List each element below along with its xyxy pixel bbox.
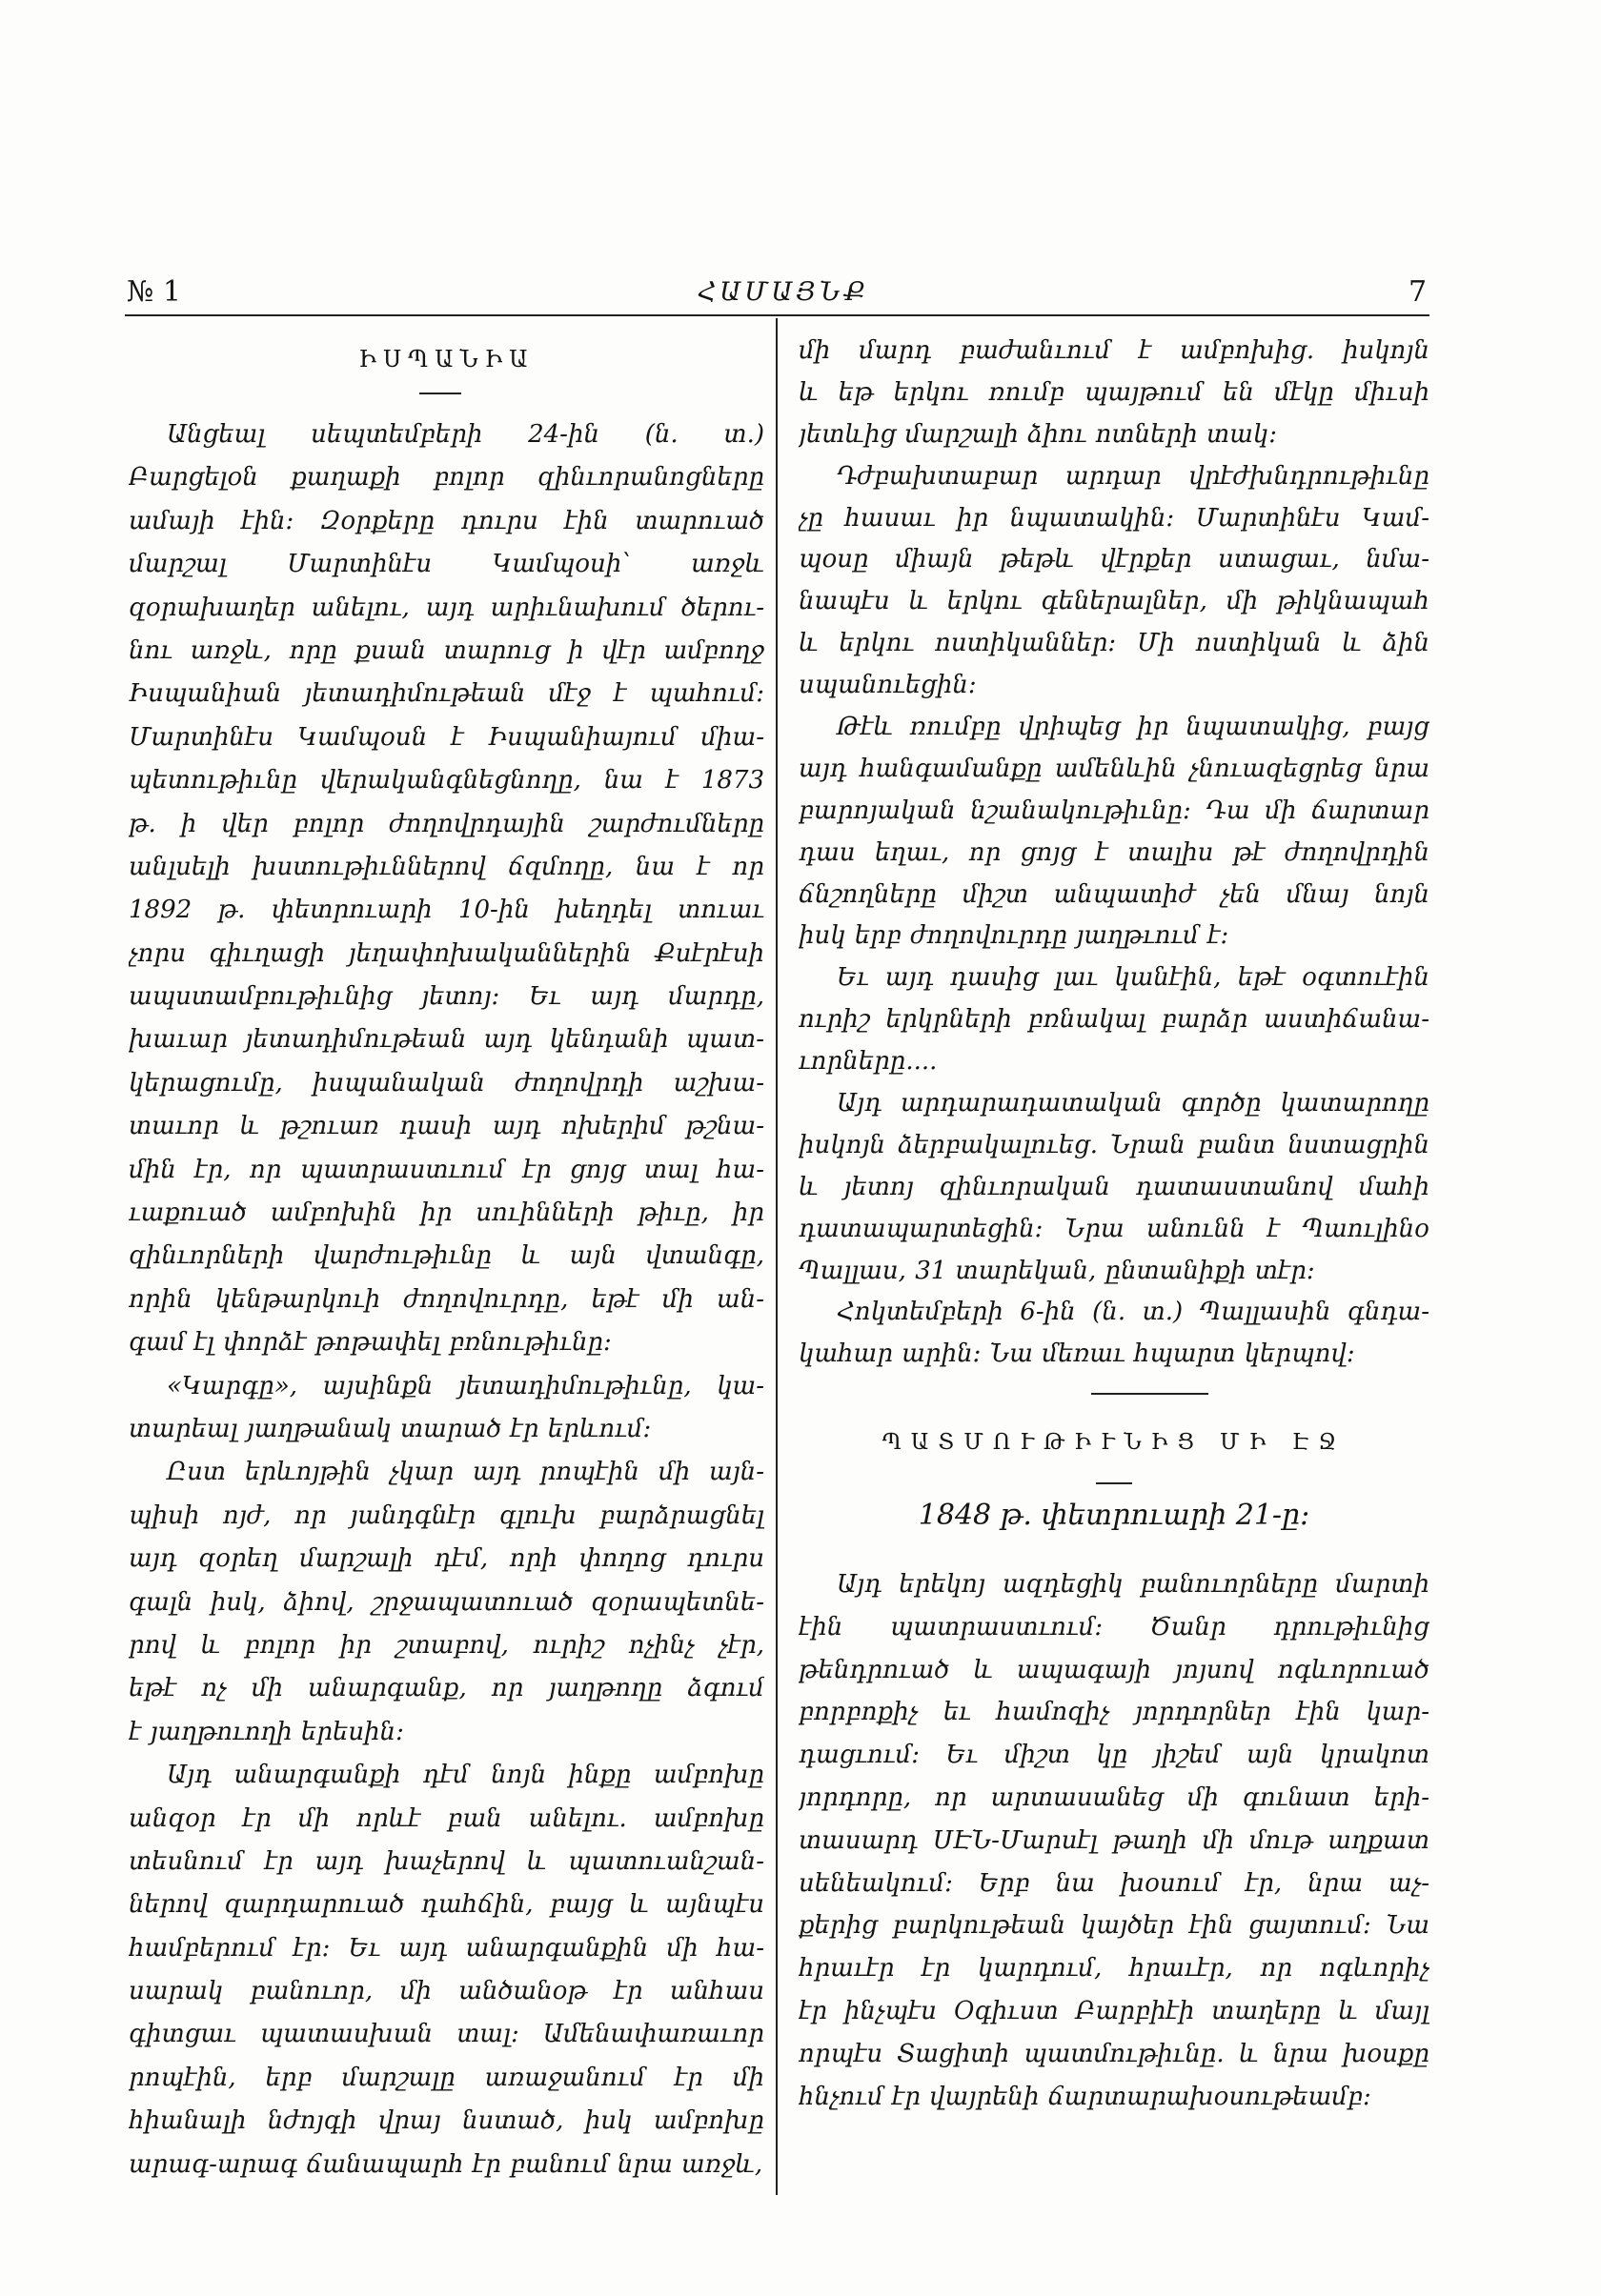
text-line: որին կենթարկուի ժողովուրդը, եթէ մի ան- bbox=[129, 1284, 764, 1314]
text-line: դաս եղաւ, որ ցոյց է տալիս թէ ժողովրդին bbox=[799, 837, 1429, 867]
text-line: Ըստ երևոյթին չկար այդ րոպէին մի այն- bbox=[167, 1458, 764, 1487]
text-line: անլսելի խստութիւններով ճզմողը, նա է որ bbox=[129, 852, 764, 881]
text-line: Հոկտեմբերի 6-ին (ն. տ.) Պալլասին գնդա- bbox=[837, 1298, 1429, 1327]
text-line: անզօր էր մի որևէ բան անելու. ամբոխը bbox=[129, 1803, 764, 1833]
paragraph bbox=[129, 413, 764, 1365]
text-line: պիսի ոյժ, որ յանդգնէր գլուխ բարձրացնել bbox=[129, 1500, 764, 1530]
text-line: համբերում էր: Եւ այդ անարգանքին մի հա- bbox=[129, 1933, 764, 1963]
text-line: տարեալ յաղթանակ տարած էր երևում: bbox=[129, 1414, 652, 1443]
text-line: հիանալի նժոյգի վրայ նստած, իսկ ամբոխը bbox=[129, 2106, 764, 2136]
text-line: յետևից մարշալի ձիու ոտների տակ: bbox=[799, 419, 1277, 449]
left-column bbox=[129, 413, 764, 2186]
paragraph bbox=[129, 1451, 764, 1754]
text-line: նապէս և երկու գեներալներ, մի թիկնապահ bbox=[799, 587, 1429, 616]
title-rule bbox=[1096, 1482, 1132, 1484]
text-line: զինւորների վարժութիւնը և այն վտանգը, bbox=[129, 1241, 764, 1271]
text-line: չորս գիւղացի յեղափոխականներին Քսէրէսի bbox=[129, 938, 764, 968]
paragraph bbox=[799, 1292, 1429, 1376]
text-line: չը հասաւ իր նպատակին: Մարտինէս Կամ- bbox=[799, 503, 1429, 533]
article-date: 1848 թ. փետրուարի 21-ը: bbox=[918, 1499, 1310, 1532]
text-line: րով և բոլոր իր շտաբով, ուրիշ ոչինչ չէր, bbox=[129, 1630, 764, 1660]
column-rule bbox=[776, 318, 778, 2195]
text-line: հրաւէր էր կարդում, հրաւէր, որ ոգևորիչ bbox=[799, 1954, 1429, 1984]
header-rule bbox=[125, 314, 1429, 316]
text-line: բորբոքիչ եւ համոզիչ յորդորներ էին կար- bbox=[799, 1698, 1429, 1727]
paragraph bbox=[799, 1563, 1429, 2118]
text-line: այդ հանգամանքը ամենևին չնուազեցրեց նրա bbox=[799, 754, 1429, 783]
text-line: կահար արին: Նա մեռաւ հպարտ կերպով: bbox=[799, 1339, 1355, 1369]
text-line: է յաղթուողի երեսին: bbox=[129, 1717, 404, 1746]
paragraph bbox=[799, 456, 1429, 707]
text-line: դացւում: Եւ միշտ կը յիշեմ այն կրակոտ bbox=[799, 1741, 1429, 1770]
text-line: ուրիշ երկրների բռնակալ բարձր աստիճանա- bbox=[799, 1005, 1429, 1035]
text-line: բարոյական նշանակութիւնը: Դա մի ճարտար bbox=[799, 796, 1429, 825]
text-line: քերից բարկութեան կայծեր էին ցայտում: Նա bbox=[799, 1911, 1429, 1941]
text-line: գամ էլ փորձէ թոթափել բռնութիւնը: bbox=[129, 1328, 612, 1358]
page-number: 7 bbox=[1408, 275, 1428, 309]
masthead-title: ՀԱՄԱՅՆՔ bbox=[697, 277, 870, 307]
text-line: Դժբախտաբար արդար վրէժխնդրութիւնը bbox=[837, 461, 1429, 491]
text-line: Այդ արդարադատական գործը կատարողը bbox=[837, 1089, 1429, 1118]
text-line: սարակ բանուոր, մի անծանօթ էր անհաս bbox=[129, 1977, 764, 2006]
text-line: ւաքուած ամբոխին իր սուինների թիւը, իր bbox=[129, 1198, 764, 1228]
text-line: մի մարդ բաժանւում է ամբոխից. իսկոյն bbox=[799, 336, 1429, 365]
text-line: Մարտինէս Կամպօսն է Իսպանիայում միա- bbox=[129, 722, 764, 752]
text-line: Եւ այդ դասից լաւ կանէին, եթէ օգտուէին bbox=[837, 963, 1429, 993]
text-line: կերացումը, իսպանական ժողովրդի աշխա- bbox=[129, 1068, 764, 1098]
article-title: ԻՍՊԱՆԻԱ bbox=[358, 346, 535, 373]
text-line: րոպէին, երբ մարշալը առաջանում էր մի bbox=[129, 2063, 764, 2092]
text-line: և յետոյ զինւորական դատաստանով մահի bbox=[799, 1172, 1429, 1201]
text-line: «Կարգը», այսինքն յետադիմութիւնը, կա- bbox=[167, 1371, 764, 1400]
text-line: Բարցելօն քաղաքի բոլոր զինւորանոցները bbox=[129, 463, 764, 493]
text-line: հնչում էր վայրենի ճարտարախօսութեամբ: bbox=[799, 2082, 1371, 2111]
text-line: տեսնում էր այդ խաչերով և պատուանշան- bbox=[129, 1846, 764, 1876]
article-title: ՊԱՏՄՈՒԹԻՒՆԻՑ ՄԻ ԷՋ bbox=[882, 1430, 1347, 1455]
text-line: արագ-արագ ճանապարհ էր բանում նրա առջև, bbox=[129, 2149, 763, 2179]
text-line: և երկու ոստիկաններ: Մի ոստիկան և ձին bbox=[799, 629, 1429, 658]
text-line: պետութիւնը վերականգնեցնողը, նա է 1873 bbox=[129, 766, 764, 796]
text-line: գալն իսկ, ձիով, շրջապատուած զօրապետնե- bbox=[129, 1587, 764, 1617]
text-line: պօսը միայն թեթև վէրքեր ստացաւ, նմա- bbox=[799, 545, 1429, 574]
text-line: Իսպանիան յետադիմութեան մէջ է պահում: bbox=[129, 679, 764, 709]
paragraph bbox=[799, 331, 1429, 456]
text-line: ամայի էին: Զօրքերը դուրս էին տարուած bbox=[129, 506, 764, 535]
text-line: եթէ ոչ մի անարգանք, որ յաղթողը ձգում bbox=[129, 1674, 764, 1703]
text-line: խաւար յետադիմութեան այդ կենդանի պատ- bbox=[129, 1025, 764, 1055]
text-line: իսկոյն ձերբակալուեց. Նրան բանտ նստացրին bbox=[799, 1130, 1429, 1159]
text-line: Այդ երեկոյ ազդեցիկ բանուորները մարտի bbox=[837, 1570, 1429, 1599]
text-line: տասարդ ՍԷՆ-Մարսէլ թաղի մի մութ աղքատ bbox=[799, 1825, 1429, 1855]
paragraph bbox=[799, 707, 1429, 957]
text-line: Թէև ռումբը վրիպեց իր նպատակից, բայց bbox=[837, 713, 1429, 742]
text-line: գիտցաւ պատասխան տալ: Ամենափառաւոր bbox=[129, 2020, 764, 2049]
paragraph bbox=[799, 1083, 1429, 1292]
right-column bbox=[799, 331, 1429, 1376]
text-line: թենդրուած և ապագայի յոյսով ոգևորուած bbox=[799, 1655, 1429, 1684]
text-line: նու առջև, որը քսան տարուց ի վէր ամբողջ bbox=[129, 635, 764, 665]
text-line: և եթ երկու ռումբ պայթում են մէկը միւսի bbox=[799, 377, 1429, 407]
paragraph bbox=[799, 957, 1429, 1083]
history-article-body bbox=[799, 1563, 1429, 2118]
text-line: թ. ի վեր բոլոր ժողովրդային շարժումները bbox=[129, 809, 764, 838]
text-line: էր ինչպէս Օգիւստ Բարբիէի տաղերը և մայլ bbox=[799, 1996, 1429, 2025]
text-line: Անցեալ սեպտեմբերի 24-ին (ն. տ.) bbox=[167, 420, 764, 449]
text-line: սենեակում: Երբ նա խօսում էր, նրա աչ- bbox=[799, 1868, 1429, 1898]
text-line: դատապարտեցին: Նրա անունն է Պաուլինօ bbox=[799, 1214, 1429, 1243]
text-line: մարշալ Մարտինէս Կամպօսի՝ առջև bbox=[129, 550, 764, 579]
text-line: ներով զարդարուած դահճին, բայց և այնպէս bbox=[129, 1890, 764, 1920]
paragraph bbox=[129, 1754, 764, 2186]
text-line: էին պատրաստւում: Ծանր դրութիւնից bbox=[799, 1612, 1429, 1641]
text-line: յորդորը, որ արտասանեց մի գունատ երի- bbox=[799, 1782, 1429, 1812]
text-line: ւորները.... bbox=[799, 1047, 938, 1077]
text-line: ապստամբութիւնից յետոյ: Եւ այդ մարդը, bbox=[129, 982, 764, 1012]
title-rule bbox=[419, 393, 461, 394]
text-line: այդ զօրեղ մարշալի դէմ, որի փողոց դուրս bbox=[129, 1544, 764, 1574]
text-line: Այդ անարգանքի դէմ նոյն ինքը ամբոխը bbox=[167, 1761, 764, 1790]
paragraph bbox=[129, 1365, 764, 1452]
text-line: որպէս Տացիտի պատմութիւնը. և նրա խօսքը bbox=[799, 2039, 1429, 2068]
text-line: 1892 թ. փետրուարի 10-ին խեղդել տուաւ bbox=[129, 896, 764, 925]
text-line: իսկ երբ ժողովուրդը յաղթւում է: bbox=[799, 921, 1229, 951]
text-line: սպանուեցին: bbox=[799, 671, 977, 700]
section-divider bbox=[1091, 1393, 1208, 1395]
text-line: մին էր, որ պատրաստւում էր ցոյց տալ հա- bbox=[129, 1155, 764, 1184]
issue-number: № 1 bbox=[127, 275, 182, 309]
text-line: տաւոր և թշուառ դասի այդ ոխերիմ թշնա- bbox=[129, 1112, 764, 1141]
text-line: Պալլաս, 31 տարեկան, ընտանիքի տէր: bbox=[799, 1256, 1315, 1285]
text-line: ճնշողները միշտ անպատիժ չեն մնայ նոյն bbox=[799, 879, 1429, 909]
text-line: զօրախաղեր անելու, այդ արիւնախում ծերու- bbox=[129, 593, 764, 622]
